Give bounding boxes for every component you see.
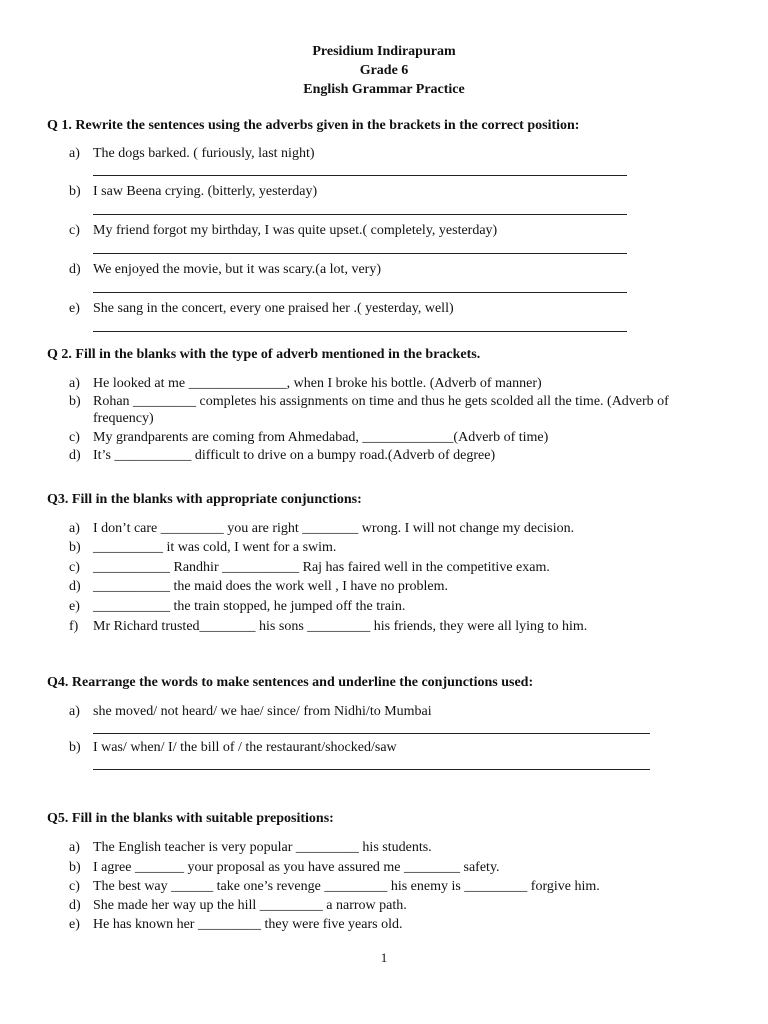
item-label: a) — [69, 840, 80, 855]
item-label: e) — [69, 301, 80, 316]
item-text: she moved/ not heard/ we hae/ since/ from Nidhi/to Mumbai — [93, 704, 432, 719]
item-label: a) — [69, 521, 80, 536]
item-text: ___________ Randhir ___________ Raj has faired well in the competitive exam. — [93, 560, 550, 575]
school-name: Presidium Indirapuram — [312, 44, 456, 59]
q2-item-c — [69, 429, 719, 446]
item-label: b) — [69, 394, 81, 409]
item-text: She sang in the concert, every one praised her .( yesterday, well) — [93, 301, 454, 316]
item-label: c) — [69, 560, 80, 575]
answer-line — [93, 769, 650, 770]
item-label: c) — [69, 879, 80, 894]
item-label: a) — [69, 376, 80, 391]
q4-heading: Q4. Rearrange the words to make sentences and underline the conjunctions used: — [47, 675, 534, 690]
q1-item-b — [69, 183, 719, 200]
q3-item-c — [69, 559, 719, 576]
item-text: He looked at me ______________, when I broke his bottle. (Adverb of manner) — [93, 376, 542, 391]
q1-item-c — [69, 222, 719, 239]
page-number: 1 — [380, 950, 388, 965]
item-label: d) — [69, 579, 81, 594]
item-text: __________ it was cold, I went for a swim. — [93, 540, 337, 555]
q1-item-a — [69, 145, 719, 162]
item-label: a) — [69, 704, 80, 719]
item-label: e) — [69, 917, 80, 932]
item-text: My grandparents are coming from Ahmedabad, _____________(Adverb of time) — [93, 430, 549, 445]
q3-item-f — [69, 618, 719, 635]
item-label: c) — [69, 223, 80, 238]
answer-line — [93, 331, 627, 332]
q5-item-e — [69, 916, 719, 933]
answer-line — [93, 175, 627, 176]
item-text: ___________ the train stopped, he jumped off the train. — [93, 599, 406, 614]
item-label: b) — [69, 184, 81, 199]
q3-item-d — [69, 578, 719, 595]
q3-heading: Q3. Fill in the blanks with appropriate conjunctions: — [47, 492, 362, 507]
item-text: I agree _______ your proposal as you have assured me ________ safety. — [93, 860, 500, 875]
q2-item-a — [69, 375, 719, 392]
item-text: We enjoyed the movie, but it was scary.(a lot, very) — [93, 262, 381, 277]
item-text: My friend forgot my birthday, I was quite upset.( completely, yesterday) — [93, 223, 498, 238]
grade-title: Grade 6 — [359, 63, 409, 78]
item-text: Mr Richard trusted________ his sons _________ his friends, they were all lying to him. — [93, 619, 588, 634]
q5-item-c — [69, 878, 719, 895]
item-label: b) — [69, 540, 81, 555]
item-label: f) — [69, 619, 79, 634]
item-text: ___________ the maid does the work well , I have no problem. — [93, 579, 448, 594]
q3-item-b — [69, 539, 719, 556]
answer-line — [93, 253, 627, 254]
item-text: It’s ___________ difficult to drive on a bumpy road.(Adverb of degree) — [93, 448, 496, 463]
item-text: The best way ______ take one’s revenge _________ his enemy is _________ forgive him. — [93, 879, 600, 894]
q5-item-d — [69, 897, 719, 914]
q3-item-e — [69, 598, 719, 615]
item-label: c) — [69, 430, 80, 445]
subject-title: English Grammar Practice — [303, 82, 465, 97]
item-text: She made her way up the hill _________ a narrow path. — [93, 898, 407, 913]
item-label: d) — [69, 448, 81, 463]
q2-heading: Q 2. Fill in the blanks with the type of adverb mentioned in the brackets. — [47, 347, 481, 362]
item-label: d) — [69, 262, 81, 277]
q1-item-d — [69, 261, 719, 278]
answer-line — [93, 292, 627, 293]
item-text: Rohan _________ completes his assignments on time and thus he gets scolded all the time. (Adverb of frequency) — [93, 394, 669, 426]
answer-line — [93, 733, 650, 734]
q2-item-d — [69, 447, 719, 464]
answer-line — [93, 214, 627, 215]
q4-item-b — [69, 739, 719, 756]
item-text: He has known her _________ they were five years old. — [93, 917, 403, 932]
q5-item-b — [69, 859, 719, 876]
q1-heading: Q 1. Rewrite the sentences using the adverbs given in the brackets in the correct position: — [47, 118, 580, 133]
item-text: The dogs barked. ( furiously, last night) — [93, 146, 315, 161]
q5-heading: Q5. Fill in the blanks with suitable prepositions: — [47, 811, 334, 826]
item-label: b) — [69, 740, 81, 755]
item-text: The English teacher is very popular _________ his students. — [93, 840, 432, 855]
item-label: d) — [69, 898, 81, 913]
q2-item-b — [69, 393, 719, 427]
item-label: b) — [69, 860, 81, 875]
item-text: I don’t care _________ you are right ________ wrong. I will not change my decision. — [93, 521, 575, 536]
q3-item-a — [69, 520, 719, 537]
q4-item-a — [69, 703, 719, 720]
item-label: a) — [69, 146, 80, 161]
item-text: I saw Beena crying. (bitterly, yesterday) — [93, 184, 318, 199]
q5-item-a — [69, 839, 719, 856]
item-label: e) — [69, 599, 80, 614]
q1-item-e — [69, 300, 719, 317]
item-text: I was/ when/ I/ the bill of / the restaurant/shocked/saw — [93, 740, 397, 755]
